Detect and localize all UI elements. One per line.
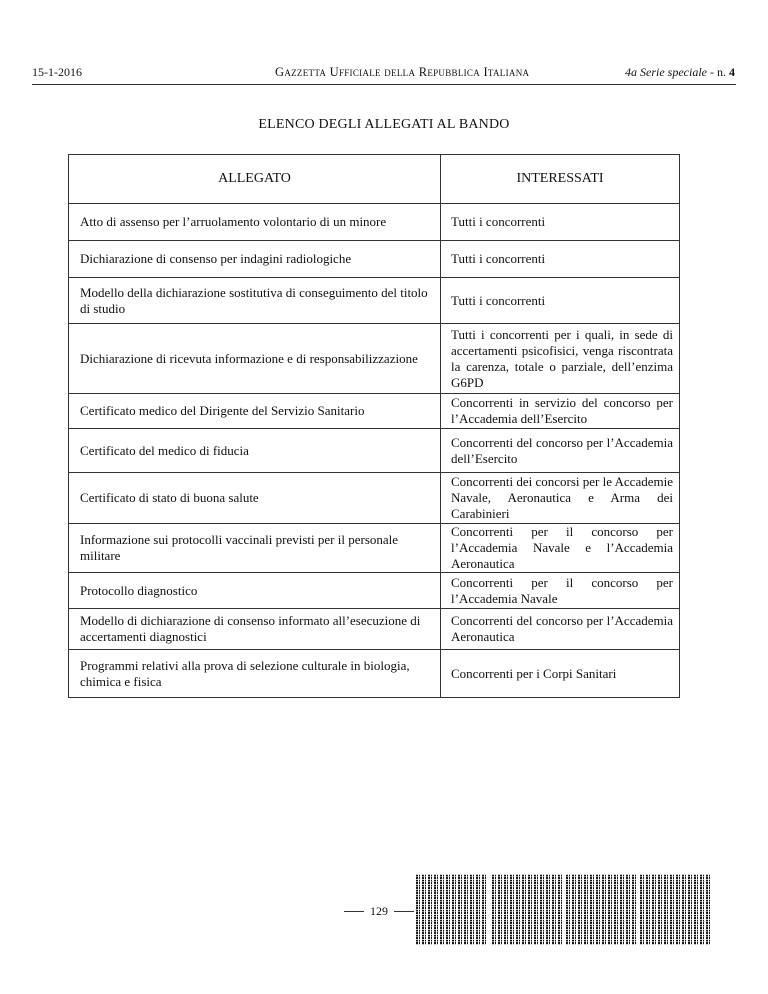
cell-interessati: Concorrenti in servizio del concorso per l’Accademia dell’Esercito [441,394,680,429]
cell-interessati: Tutti i concorrenti per i quali, in sede di accertamenti psicofisici, venga riscontrata la carenza, totale o parziale, dell’enzima G6PD [441,324,680,394]
table-row [69,573,680,609]
cell-interessati: Concorrenti dei concorsi per le Accademie Navale, Aeronautica e Arma dei Carabinieri [441,473,680,524]
page-header [32,65,735,83]
page-title: ELENCO DEGLI ALLEGATI AL BANDO [258,117,510,132]
cell-allegato: Certificato del medico di fiducia [69,429,441,473]
cell-interessati: Concorrenti per il concorso per l’Accademia Navale [441,573,680,609]
cell-interessati: Concorrenti per i Corpi Sanitari [441,650,680,698]
issue-date: 15-1-2016 [32,65,82,79]
table-row [69,650,680,698]
page-number: 129 [370,904,388,918]
table-row [69,204,680,241]
cell-allegato: Dichiarazione di consenso per indagini radiologiche [69,241,441,278]
series-separator: - n. [707,65,729,79]
table-row [69,429,680,473]
table-row [69,394,680,429]
cell-allegato: Modello della dichiarazione sostitutiva di conseguimento del titolo di studio [69,278,441,324]
cell-allegato: Modello di dichiarazione di consenso informato all’esecuzione di accertamenti diagnostici [69,609,441,650]
barcode-image [416,874,487,945]
page-footer [338,904,420,919]
cell-interessati: Concorrenti per il concorso per l’Accademia Navale e l’Accademia Aeronautica [441,524,680,573]
series-name: 4a Serie speciale [625,65,707,79]
barcode-image [640,874,711,945]
cell-allegato: Protocollo diagnostico [69,573,441,609]
header-rule [32,84,736,85]
annex-table [68,154,680,698]
barcode-image [492,874,563,945]
table-row [69,473,680,524]
cell-interessati: Concorrenti del concorso per l’Accademia Aeronautica [441,609,680,650]
series-label [625,65,735,80]
cell-allegato: Informazione sui protocolli vaccinali previsti per il personale militare [69,524,441,573]
series-number: 4 [729,65,735,79]
cell-interessati: Tutti i concorrenti [441,204,680,241]
column-header-interessati: INTERESSATI [441,155,680,204]
cell-allegato: Certificato di stato di buona salute [69,473,441,524]
gazette-title: Gazzetta Ufficiale della Repubblica Italiana [275,65,530,79]
footer-dash-left [344,911,364,912]
cell-allegato: Programmi relativi alla prova di selezione culturale in biologia, chimica e fisica [69,650,441,698]
table-header-row [69,155,680,204]
table-row [69,241,680,278]
table-row [69,324,680,394]
table-row [69,524,680,573]
cell-interessati: Concorrenti del concorso per l’Accademia dell’Esercito [441,429,680,473]
cell-allegato: Dichiarazione di ricevuta informazione e di responsabilizzazione [69,324,441,394]
table-row [69,609,680,650]
cell-interessati: Tutti i concorrenti [441,278,680,324]
cell-interessati: Tutti i concorrenti [441,241,680,278]
cell-allegato: Atto di assenso per l’arruolamento volontario di un minore [69,204,441,241]
column-header-allegato: ALLEGATO [69,155,441,204]
cell-allegato: Certificato medico del Dirigente del Servizio Sanitario [69,394,441,429]
table-row [69,278,680,324]
barcode-image [566,874,637,945]
footer-dash-right [394,911,414,912]
